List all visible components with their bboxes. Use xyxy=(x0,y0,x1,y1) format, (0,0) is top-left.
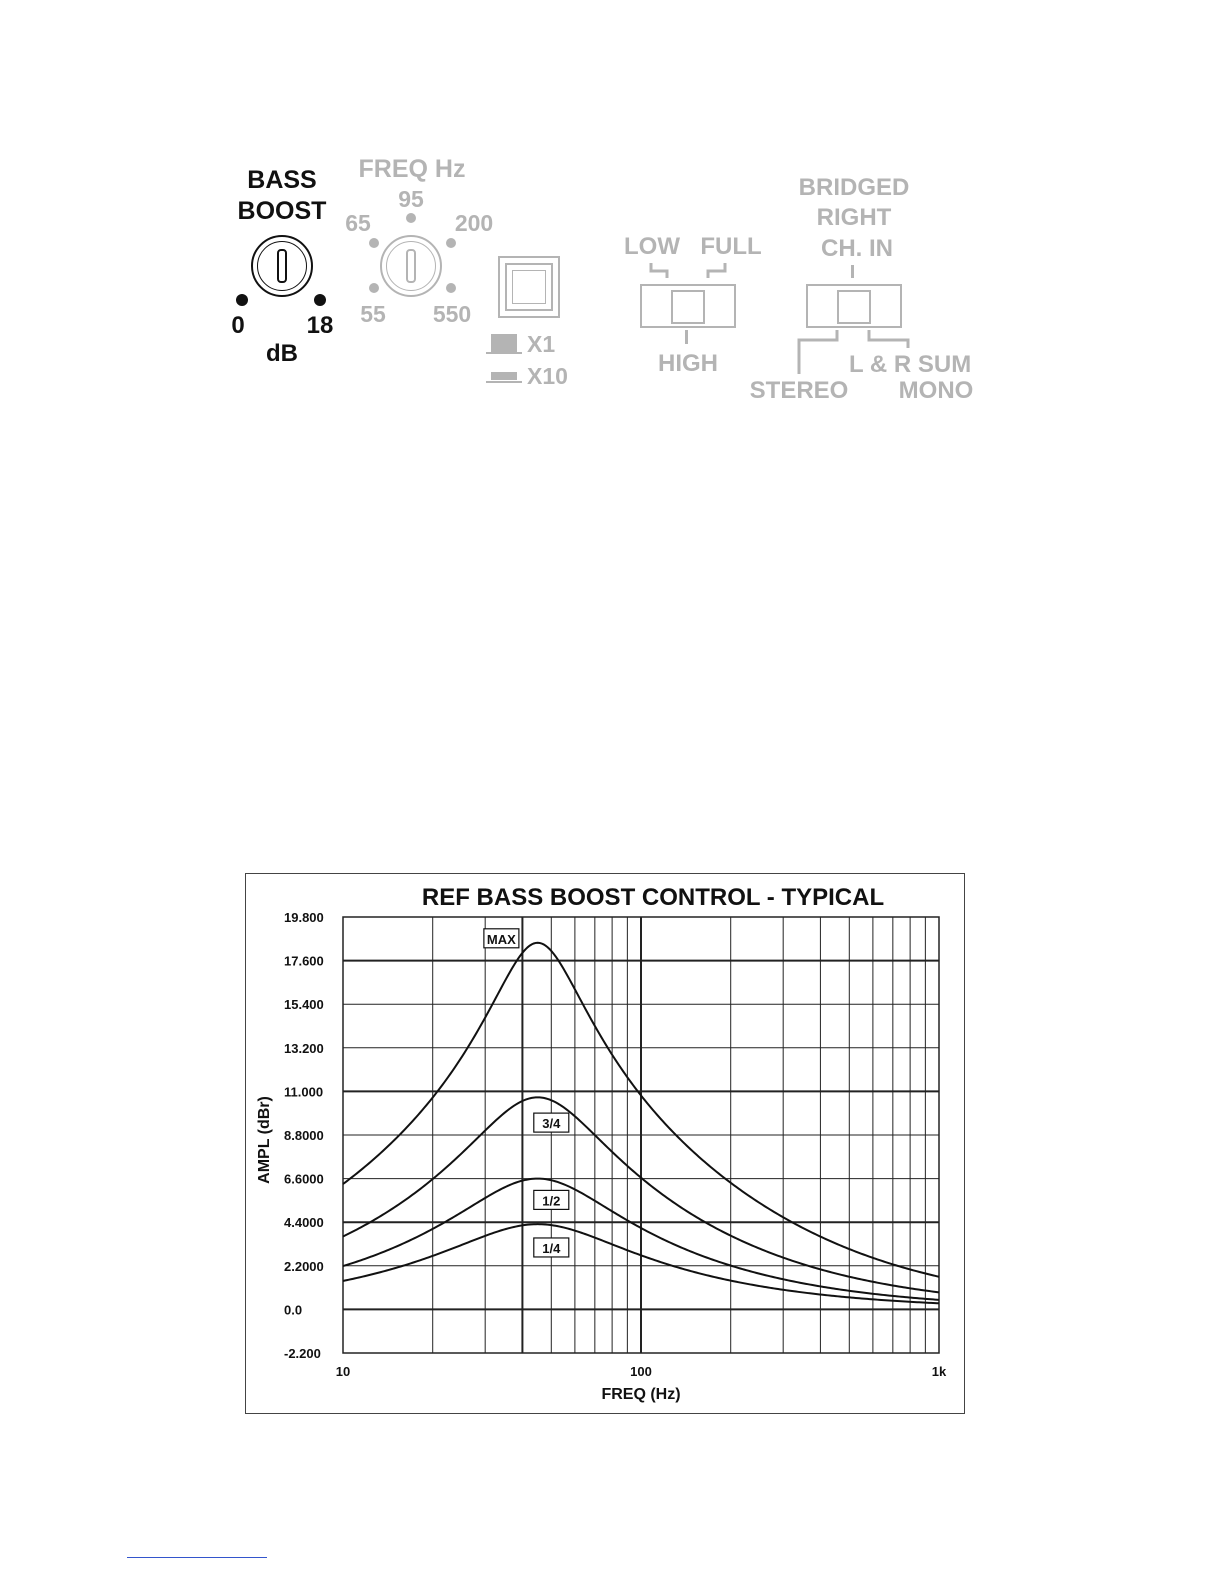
x-tick-label: 1k xyxy=(931,1364,947,1379)
crossover-brackets xyxy=(640,258,740,282)
crossover-high-tick xyxy=(685,330,688,344)
freq-label-95: 95 xyxy=(398,186,424,212)
bass-boost-min-dot xyxy=(236,294,248,306)
x1-raised-icon xyxy=(486,334,522,354)
freq-knob[interactable] xyxy=(380,235,442,297)
bass-boost-title-line2: BOOST xyxy=(237,197,327,225)
y-axis-label: AMPL (dBr) xyxy=(256,1096,273,1184)
y-tick-label: 4.4000 xyxy=(284,1215,324,1231)
y-tick-label: 13.200 xyxy=(284,1040,324,1056)
y-tick-label: -2.200 xyxy=(284,1346,321,1361)
y-tick-label: 19.800 xyxy=(284,910,324,925)
bass-boost-max-label: 18 xyxy=(306,312,334,339)
mode-bridged-line1: BRIDGED xyxy=(798,174,910,201)
y-tick-label: 11.000 xyxy=(284,1084,324,1100)
footer-rule xyxy=(127,1557,267,1558)
freq-title: FREQ Hz xyxy=(358,155,466,183)
series-tag-label: 1/2 xyxy=(542,1193,561,1209)
y-tick-label: 8.8000 xyxy=(284,1128,324,1143)
y-tick-label: 6.6000 xyxy=(284,1171,324,1187)
crossover-switch-thumb[interactable] xyxy=(671,290,705,324)
y-tick-label: 0.0 xyxy=(284,1302,303,1318)
y-tick-label: 15.400 xyxy=(284,997,324,1013)
mode-sum-label: L & R SUM xyxy=(849,351,972,378)
x1-label: X1 xyxy=(527,331,556,357)
bass-boost-max-dot xyxy=(314,294,326,306)
bass-boost-knob[interactable] xyxy=(251,235,313,297)
chart-frame xyxy=(245,873,965,1414)
x10-pressed-icon xyxy=(486,372,522,384)
crossover-full-label: FULL xyxy=(700,233,762,260)
series-tag-label: MAX xyxy=(486,931,516,947)
freq-label-65: 65 xyxy=(345,210,371,236)
freq-label-200: 200 xyxy=(454,210,494,236)
mode-bridged-line2: RIGHT xyxy=(816,204,892,231)
x-axis-label: FREQ (Hz) xyxy=(601,1386,681,1403)
bass-boost-title-line1: BASS xyxy=(247,166,317,194)
mode-stereo-label: STEREO xyxy=(749,377,849,404)
y-tick-label: 17.600 xyxy=(284,953,324,969)
freq-dot-65 xyxy=(369,238,379,248)
bass-boost-unit-label: dB xyxy=(266,340,298,367)
freq-dot-55 xyxy=(369,283,379,293)
crossover-high-label: HIGH xyxy=(658,350,718,377)
chart-title: REF BASS BOOST CONTROL - TYPICAL xyxy=(421,884,885,911)
multiplier-button[interactable] xyxy=(498,256,560,318)
mode-mono-label: MONO xyxy=(898,377,974,404)
mode-bridged-tick xyxy=(851,265,854,278)
mode-bridged-line3: CH. IN xyxy=(821,235,893,262)
bass-boost-chart xyxy=(246,874,963,1412)
x-tick-label: 100 xyxy=(630,1364,652,1379)
freq-label-55: 55 xyxy=(360,301,386,327)
series-tag-label: 1/4 xyxy=(542,1240,561,1256)
y-tick-label: 2.2000 xyxy=(284,1258,324,1274)
bass-boost-min-label: 0 xyxy=(231,312,245,339)
mode-switch-thumb[interactable] xyxy=(837,290,871,324)
crossover-low-label: LOW xyxy=(624,233,680,260)
freq-dot-200 xyxy=(446,238,456,248)
series-tag-label: 3/4 xyxy=(542,1116,561,1132)
freq-dot-550 xyxy=(446,283,456,293)
freq-dot-95 xyxy=(406,213,416,223)
x-tick-label: 10 xyxy=(335,1364,351,1379)
x10-label: X10 xyxy=(527,363,568,389)
freq-label-550: 550 xyxy=(432,301,472,327)
